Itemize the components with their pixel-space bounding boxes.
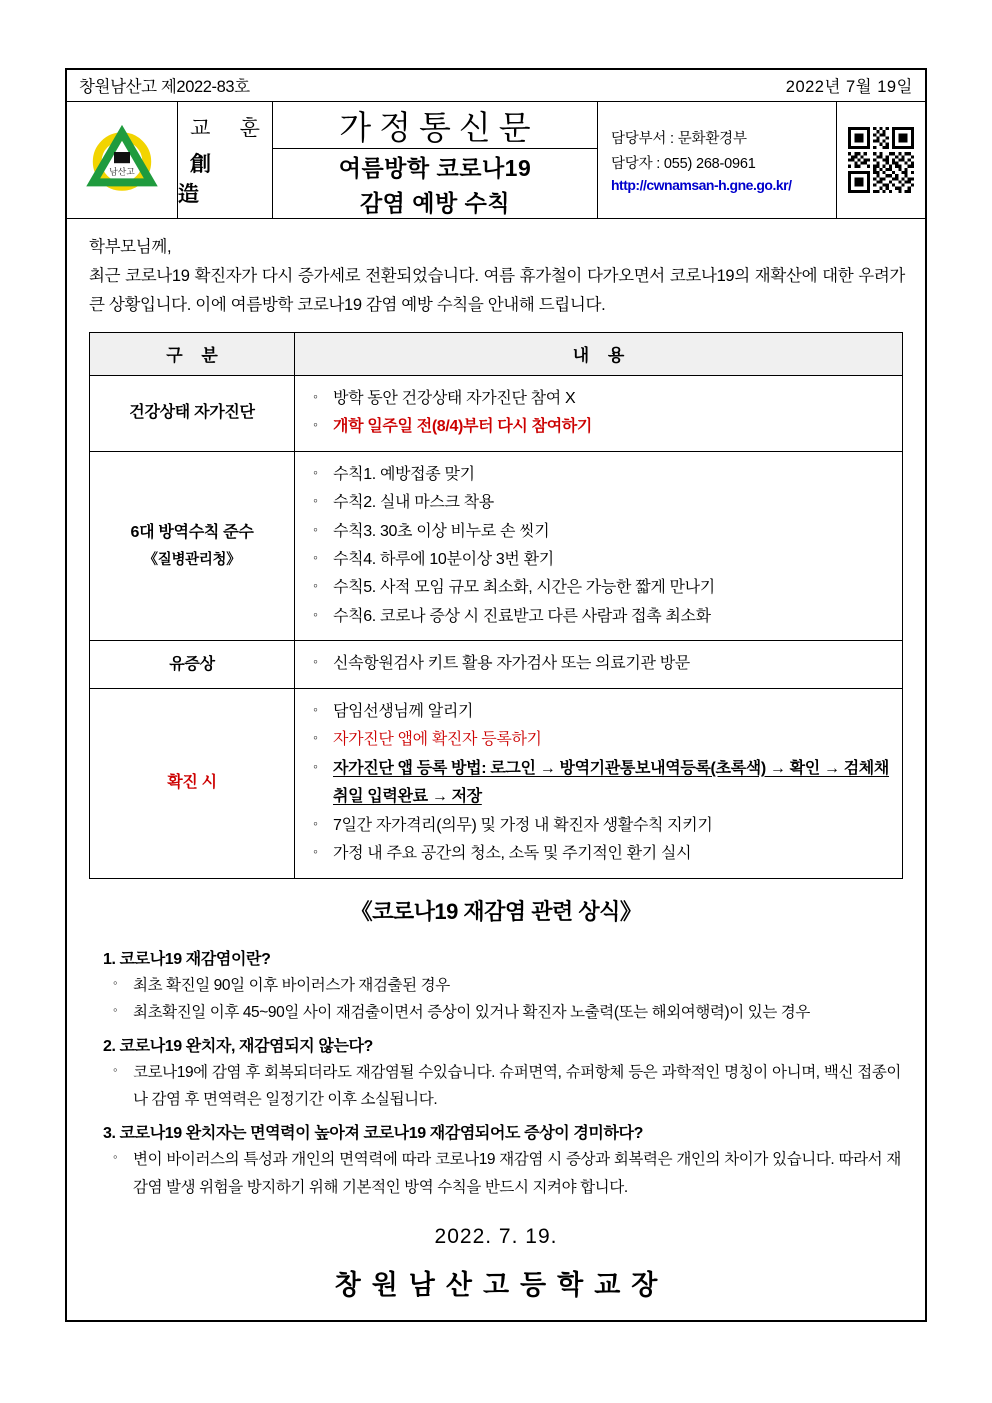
table-row [90,451,903,641]
motto-label: 교 훈 [190,116,272,140]
content-list [311,385,892,442]
faq-answer-list [91,1146,901,1201]
list-item: ◦ 수칙2. 실내 마스크 착용 [311,489,892,517]
faq-answer-list [91,972,901,1027]
list-item: ◦ 수칙3. 30초 이상 비누로 손 씻기 [311,518,892,546]
list-item: ◦ 수칙4. 하루에 10분이상 3번 환기 [311,546,892,574]
header-category: 구 분 [90,332,295,375]
list-item: ◦ 담임선생님께 알리기 [311,698,892,726]
faq-answer: ◦ 최초확진일 이후 45~90일 사이 재검출이면서 증상이 있거나 확진자 노출력(또는 해외여행력)이 있는 경우 [113,999,901,1027]
list-item: ◦ 방학 동안 건강상태 자가진단 참여 X [311,385,892,413]
list-item: ◦ 7일간 자가격리(의무) 및 가정 내 확진자 생활수칙 지키기 [311,812,892,840]
content-list [311,698,892,869]
row-content [295,451,903,641]
faq-question: 2. 코로나19 완치자, 재감염되지 않는다? [103,1037,373,1055]
guidelines-table [89,332,903,879]
list-item: ◦ 수칙1. 예방접종 맞기 [311,461,892,489]
guidelines-table-wrap [67,326,925,879]
content-list [311,650,892,678]
list-item: ◦ 신속항원검사 키트 활용 자가검사 또는 의료기관 방문 [311,650,892,678]
row-content [295,641,903,688]
contact-cell [598,102,837,218]
intro-paragraph [67,219,925,326]
list-item: ◦ 가정 내 주요 공간의 청소, 소독 및 주기적인 환기 실시 [311,840,892,868]
row-content [295,375,903,451]
qr-code-icon[interactable] [848,127,914,193]
row-category-source: 《질병관리청》 [143,551,241,568]
row-category: 유증상 [90,641,295,688]
list-item: ◦ 수칙6. 코로나 증상 시 진료받고 다른 사람과 접촉 최소화 [311,603,892,631]
table-row [90,641,903,688]
masthead-top-bar [67,70,925,102]
list-item-text: 자가진단 앱 등록 방법: 로그인 → 방역기관통보내역등록(초록색) → 확인 → 검체채취일 입력완료 → 저장 [333,759,890,806]
list-item [311,755,892,812]
faq-answer: ◦ 코로나19에 감염 후 회복되더라도 재감염될 수있습니다. 슈퍼면역, 슈퍼항체 등은 과학적인 명칭이 아니며, 백신 접종이나 감염 후 면역력은 일정기간 이후 소실됩니다. [113,1059,901,1114]
row-category: 건강상태 자가진단 [90,375,295,451]
svg-text:남산고: 남산고 [109,166,135,177]
faq-question: 3. 코로나19 완치자는 면역력이 높아져 코로나19 재감염되어도 증상이 경미하다? [103,1124,643,1142]
subtitle-line-1: 여름방학 코로나19 [338,154,532,181]
issue-number: 창원남산고 제2022-83호 [79,78,250,96]
intro-body: 최근 코로나19 확진자가 다시 증가세로 전환되었습니다. 여름 휴가철이 다가오면서 코로나19의 재확산에 대한 우려가 큰 상황입니다. 이에 여름방학 코로나19 감염 예방 수칙을 안내해 드립니다. [89,266,905,314]
motto-value: 創 造 [178,152,223,206]
logo-cell [67,102,178,218]
faq-section [67,946,925,1201]
faq-section-title: 《코로나19 재감염 관련 상식》 [350,898,642,924]
issue-date: 2022년 7월 19일 [785,78,913,96]
faq-answer-list [91,1059,901,1114]
table-row [90,375,903,451]
signature-school: 창원남산고등학교장 [334,1270,669,1301]
signature-block [67,1225,925,1302]
row-category: 확진 시 [90,688,295,878]
row-content [295,688,903,878]
faq-answer: ◦ 변이 바이러스의 특성과 개인의 면역력에 따라 코로나19 재감염 시 증상과 회복력은 개인의 차이가 있습니다. 따라서 재감염 발생 위험을 방지하기 위해 기본적인 방역 수칙을 반드시 지켜야 합니다. [113,1146,901,1201]
signature-date: 2022. 7. 19. [434,1225,558,1249]
salutation: 학부모님께, [89,238,172,256]
school-emblem-icon [82,120,162,200]
list-item: ◦ 개학 일주일 전(8/4)부터 다시 참여하기 [311,413,892,441]
masthead [67,70,925,219]
table-body [90,375,903,878]
row-category: 6대 방역수칙 준수 《질병관리청》 [90,451,295,641]
faq-question: 1. 코로나19 재감염이란? [103,950,271,968]
masthead-main [67,102,925,218]
faq-answer: ◦ 최초 확진일 90일 이후 바이러스가 재검출된 경우 [113,972,901,1000]
contact-person: 담당자 : 055) 268-0961 [611,156,756,172]
document-title: 가정통신문 [273,102,597,149]
list-item: ◦ 자가진단 앱에 확진자 등록하기 [311,726,892,754]
school-website-link[interactable]: http://cwnamsan-h.gne.go.kr/ [611,177,792,193]
qr-cell [837,102,925,218]
document-page [65,68,927,1322]
subtitle-line-2: 감염 예방 수칙 [359,189,511,216]
contact-department: 담당부서 : 문화환경부 [611,131,747,147]
header-content: 내 용 [295,332,903,375]
list-item: ◦ 수칙5. 사적 모임 규모 최소화, 시간은 가능한 짧게 만나기 [311,574,892,602]
table-header-row [90,332,903,375]
title-cell [273,102,598,218]
table-row [90,688,903,878]
school-motto-cell [178,102,273,218]
document-subtitle [273,149,597,218]
content-list [311,461,892,632]
